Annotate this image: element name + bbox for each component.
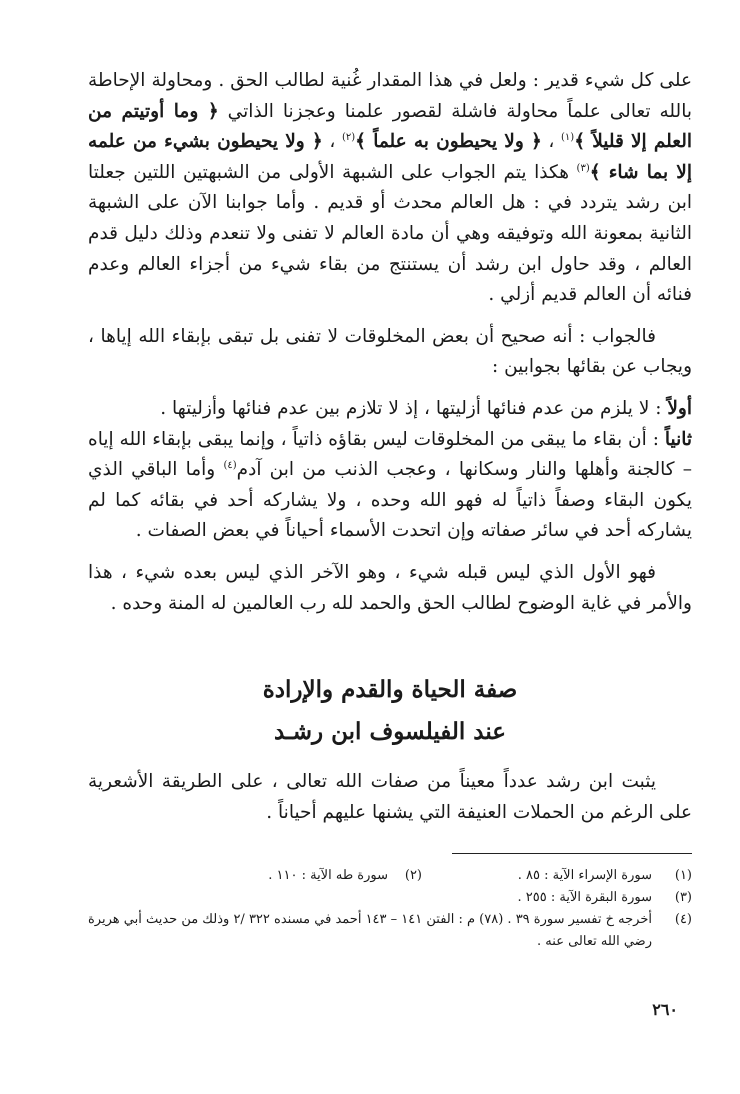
paragraph-2: فالجواب : أنه صحيح أن بعض المخلوقات لا تفنى بل تبقى بإبقاء الله إياها ، ويجاب عن بقائها بجوابين : bbox=[88, 325, 692, 378]
footnote-ref-2: (٢) bbox=[341, 132, 356, 144]
footnote-4-text: أخرجه خ تفسير سورة ٣٩ . (٧٨) م : الفتن ١٤١ – ١٤٣ أحمد في مسنده ٣٢٢ /٢ وذلك من حديث أبي هريرة رضي الله تعالى عنه . bbox=[87, 912, 652, 949]
section-heading-line-2: عند الفيلسوف ابن رشـد bbox=[273, 718, 507, 745]
footnotes bbox=[80, 865, 692, 953]
footnote-1-text: سورة الإسراء الآية : ٨٥ . bbox=[517, 868, 652, 883]
first-label: أولاً bbox=[667, 397, 692, 419]
footnote-1-number: (١) bbox=[674, 868, 692, 883]
paragraph-3 bbox=[88, 394, 692, 425]
footnote-3-number: (٣) bbox=[674, 890, 692, 905]
paragraph-1-text-a: على كل شيء قدير : ولعل في هذا المقدار غُنية لطالب الحق . ومحاولة الإحاطة بالله تعالى علماً محاولة فاشلة لقصور علمنا وعجزنا الذاتي bbox=[88, 70, 692, 122]
paragraph-4-text-b: وأما الباقي الذي يكون البقاء وصفاً ذاتياً له فهو الله وحده ، ولا يشاركه أحد في بقائه كما لم يشاركه أحد في سائر صفاته وإن اتحدت الأسماء أحياناً في بعض الصفات . bbox=[88, 459, 692, 542]
footnote-row-1-2 bbox=[80, 865, 692, 887]
paragraph-5: فهو الأول الذي ليس قبله شيء ، وهو الآخر الذي ليس بعده شيء ، هذا والأمر في غاية الوضوح لطالب الحق والحمد لله رب العالمين له المنة وحده . bbox=[88, 561, 692, 614]
footnote-3 bbox=[80, 887, 692, 909]
section-heading-line-1: صفة الحياة والقدم والإرادة bbox=[262, 676, 518, 703]
page-number: ٢٦٠ bbox=[652, 1000, 678, 1019]
paragraph-1 bbox=[88, 66, 692, 311]
footnote-ref-1: (١) bbox=[561, 132, 575, 144]
footnote-4-number: (٤) bbox=[674, 912, 692, 927]
separator-1: ، bbox=[541, 131, 562, 153]
separator-2: ، bbox=[322, 131, 342, 153]
paragraph-1-text-b: هكذا يتم الجواب على الشبهة الأولى من الشبهتين اللتين جعلتا ابن رشد يتردد في : هل العالم محدث أو قديم . وأما جوابنا الآن على الشبهة الثانية بمعونة الله وتوفيقه وهي أن مادة العالم لا تفنى ولا تنعدم وذلك دليل قدم العالم ، وقد حاول ابن رشد أن يستنتج من بقاء شيء من أجزاء العالم وعدم فنائه أن العالم قديم أزلي . bbox=[88, 161, 692, 306]
quran-verse-2: ﴿ ولا يحيطون به علماً ﴾ bbox=[355, 131, 542, 153]
quran-verse-1: ﴿ وما أوتيتم من العلم إلا قليلاً ﴾ bbox=[88, 100, 692, 153]
footnote-4 bbox=[80, 909, 692, 953]
paragraph-3-text: : لا يلزم من عدم فنائها أزليتها ، إذ لا تلازم بين عدم فنائها وأزليتها . bbox=[160, 397, 668, 419]
footnote-ref-3: (٣) bbox=[576, 162, 590, 174]
second-label: ثانياً bbox=[664, 428, 692, 450]
paragraph-4 bbox=[88, 425, 692, 547]
main-text bbox=[88, 66, 692, 619]
footnote-3-text: سورة البقرة الآية : ٢٥٥ . bbox=[517, 890, 652, 905]
paragraph-4-text-a: : أن بقاء ما يبقى من المخلوقات ليس بقاؤه ذاتياً ، وإنما يبقى بإبقاء الله إياه – كالجنة وأهلها والنار وسكانها ، وعجب الذنب من ابن آدم bbox=[88, 428, 692, 481]
footnote-divider bbox=[452, 853, 692, 854]
footnote-2-text: سورة طه الآية : ١١٠ . bbox=[268, 868, 388, 883]
footnote-2 bbox=[152, 865, 422, 887]
footnote-ref-4: (٤) bbox=[223, 459, 237, 471]
section-paragraph: يثبت ابن رشد عدداً معيناً من صفات الله تعالى ، على الطريقة الأشعرية على الرغم من الحملات العنيفة التي يشنها عليهم أحياناً . bbox=[88, 771, 692, 823]
footnote-1 bbox=[422, 865, 692, 887]
quran-verse-3: ﴿ ولا يحيطون بشيء من علمه إلا بما شاء ﴾ bbox=[88, 131, 692, 183]
footnote-2-number: (٢) bbox=[404, 868, 422, 883]
